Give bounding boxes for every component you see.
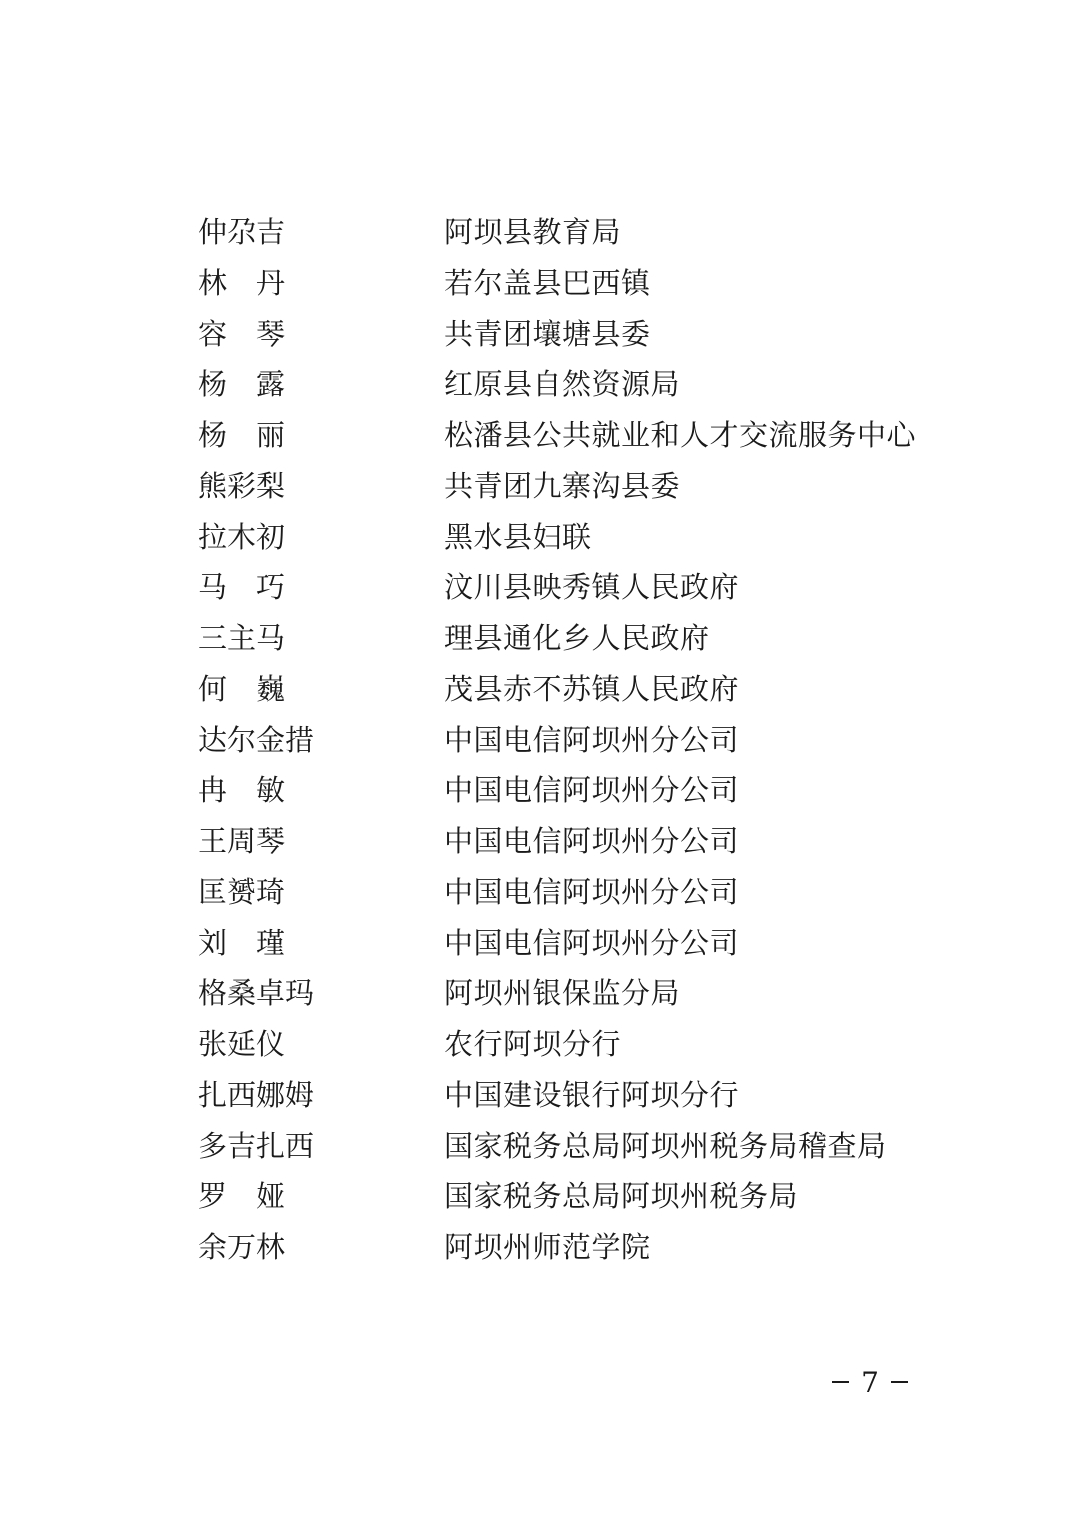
organization-name: 阿坝州银保监分局 bbox=[444, 976, 681, 1011]
organization-name: 农行阿坝分行 bbox=[444, 1027, 622, 1061]
organization-name: 松潘县公共就业和人才交流服务中心 bbox=[444, 418, 917, 452]
person-name: 刘 瑾 bbox=[198, 925, 286, 960]
person-name: 三主马 bbox=[198, 621, 286, 655]
list-item bbox=[198, 1222, 958, 1273]
list-item bbox=[198, 309, 958, 360]
person-name: 何 巍 bbox=[198, 671, 286, 706]
organization-name: 中国电信阿坝州分公司 bbox=[444, 722, 740, 757]
list-item bbox=[198, 512, 958, 563]
page-number-right-dash bbox=[891, 1381, 908, 1383]
organization-name: 黑水县妇联 bbox=[444, 519, 592, 554]
list-item bbox=[198, 1019, 958, 1070]
person-name: 马 巧 bbox=[198, 570, 286, 605]
person-name: 林 丹 bbox=[198, 265, 286, 300]
list-item bbox=[198, 613, 958, 664]
list-item bbox=[198, 765, 958, 816]
person-name: 仲尕吉 bbox=[198, 215, 286, 249]
organization-name: 汶川县映秀镇人民政府 bbox=[444, 570, 740, 605]
list-item bbox=[198, 1121, 958, 1172]
honoree-list bbox=[198, 207, 958, 1273]
list-item bbox=[198, 1070, 958, 1121]
organization-name: 中国电信阿坝州分公司 bbox=[444, 773, 740, 808]
organization-name: 共青团壤塘县委 bbox=[444, 316, 651, 351]
list-item bbox=[198, 410, 958, 461]
organization-name: 中国电信阿坝州分公司 bbox=[444, 874, 740, 909]
page-number-left-dash bbox=[832, 1381, 849, 1383]
list-item bbox=[198, 918, 958, 969]
list-item bbox=[198, 664, 958, 715]
organization-name: 国家税务总局阿坝州税务局稽查局 bbox=[444, 1128, 887, 1163]
list-item bbox=[198, 258, 958, 309]
list-item bbox=[198, 562, 958, 613]
page-number bbox=[820, 1362, 920, 1402]
list-item bbox=[198, 867, 958, 918]
person-name: 多吉扎西 bbox=[198, 1128, 315, 1163]
person-name: 容 琴 bbox=[198, 316, 286, 351]
list-item bbox=[198, 968, 958, 1019]
list-item bbox=[198, 816, 958, 867]
organization-name: 中国建设银行阿坝分行 bbox=[444, 1077, 740, 1112]
person-name: 杨 露 bbox=[198, 367, 286, 402]
organization-name: 理县通化乡人民政府 bbox=[444, 621, 710, 655]
organization-name: 红原县自然资源局 bbox=[444, 367, 681, 402]
person-name: 熊彩梨 bbox=[198, 468, 286, 503]
organization-name: 国家税务总局阿坝州税务局 bbox=[444, 1179, 799, 1214]
person-name: 拉木初 bbox=[198, 519, 286, 554]
organization-name: 中国电信阿坝州分公司 bbox=[444, 824, 740, 858]
list-item bbox=[198, 715, 958, 766]
person-name: 格桑卓玛 bbox=[198, 976, 315, 1011]
person-name: 张延仪 bbox=[198, 1027, 286, 1061]
person-name: 罗 娅 bbox=[198, 1179, 286, 1214]
organization-name: 中国电信阿坝州分公司 bbox=[444, 925, 740, 960]
person-name: 扎西娜姆 bbox=[198, 1077, 315, 1112]
organization-name: 若尔盖县巴西镇 bbox=[444, 265, 651, 300]
list-item bbox=[198, 461, 958, 512]
person-name: 匡赟琦 bbox=[198, 874, 286, 909]
page-number-value: 7 bbox=[861, 1365, 879, 1399]
organization-name: 阿坝县教育局 bbox=[444, 215, 622, 249]
organization-name: 阿坝州师范学院 bbox=[444, 1230, 651, 1264]
list-item bbox=[198, 359, 958, 410]
person-name: 王周琴 bbox=[198, 824, 286, 858]
person-name: 达尔金措 bbox=[198, 722, 315, 757]
person-name: 余万林 bbox=[198, 1230, 286, 1264]
person-name: 冉 敏 bbox=[198, 773, 286, 808]
list-item bbox=[198, 207, 958, 258]
organization-name: 茂县赤不苏镇人民政府 bbox=[444, 671, 740, 706]
organization-name: 共青团九寨沟县委 bbox=[444, 468, 681, 503]
person-name: 杨 丽 bbox=[198, 418, 286, 452]
list-item bbox=[198, 1171, 958, 1222]
